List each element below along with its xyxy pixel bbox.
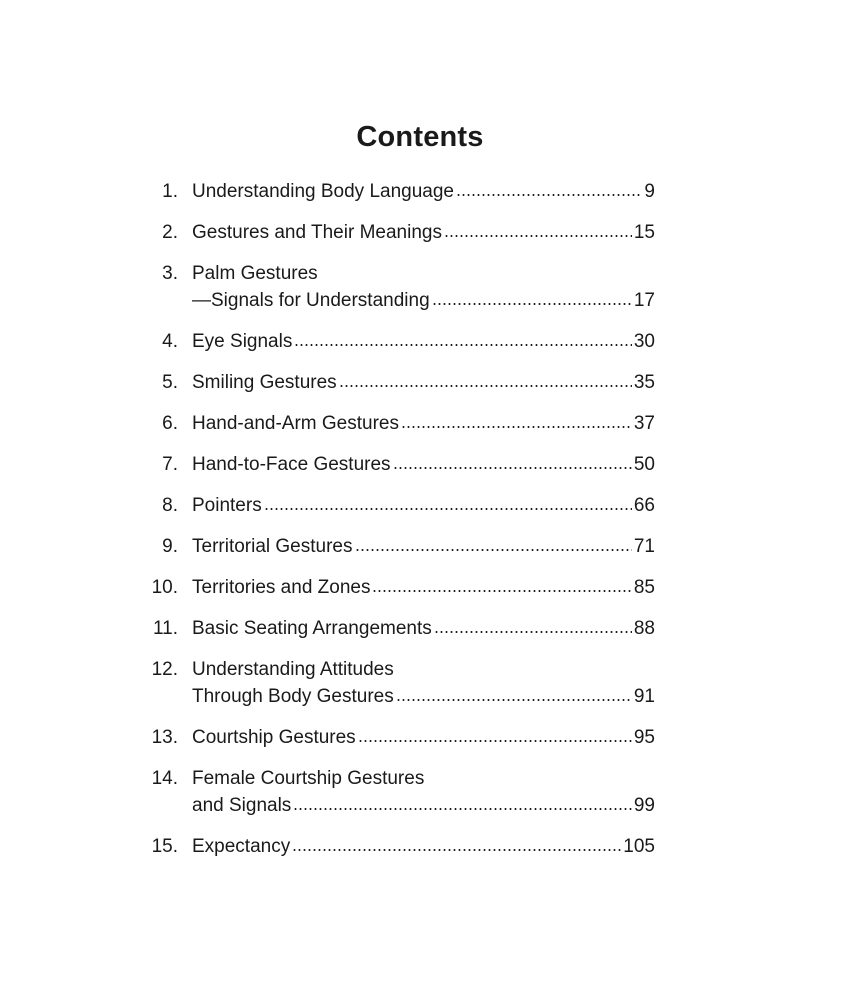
- dot-leader: [401, 425, 632, 429]
- chapter-number: 7.: [162, 454, 178, 475]
- chapter-title: Hand-and-Arm Gestures: [192, 413, 399, 434]
- chapter-number: 14.: [151, 768, 178, 789]
- page-number: 91: [633, 686, 655, 707]
- toc-entry-line: [145, 178, 655, 205]
- chapter-title: Gestures and Their Meanings: [192, 222, 442, 243]
- dot-leader: [434, 630, 632, 634]
- toc-entry-line: [145, 410, 655, 437]
- chapter-title: Basic Seating Arrangements: [192, 618, 432, 639]
- page-number: 50: [633, 454, 655, 475]
- chapter-title: —Signals for Understanding: [192, 290, 430, 311]
- toc-entry[interactable]: [145, 833, 655, 860]
- page-number: 66: [633, 495, 655, 516]
- toc-entry-line: [145, 574, 655, 601]
- toc-entry[interactable]: [145, 656, 655, 710]
- page-number: 85: [633, 577, 655, 598]
- toc-entry-line: [145, 792, 655, 819]
- chapter-number: 15.: [151, 836, 178, 857]
- chapter-title: Territories and Zones: [192, 577, 371, 598]
- dot-leader: [355, 548, 632, 552]
- toc-entry-line: [145, 219, 655, 246]
- chapter-title: Palm Gestures: [192, 263, 318, 284]
- toc-entry[interactable]: [145, 328, 655, 355]
- page-title: Contents: [356, 121, 484, 153]
- toc-entry[interactable]: [145, 260, 655, 314]
- toc-entry-line: [145, 369, 655, 396]
- toc-entry[interactable]: [145, 724, 655, 751]
- toc-entry[interactable]: [145, 615, 655, 642]
- toc-entry[interactable]: [145, 533, 655, 560]
- chapter-number: 8.: [162, 495, 178, 516]
- dot-leader: [294, 343, 632, 347]
- toc-entry-line: [145, 328, 655, 355]
- toc-entry-line: [145, 260, 655, 287]
- page-number: 17: [633, 290, 655, 311]
- toc-entry[interactable]: [145, 219, 655, 246]
- toc-entry-line: [145, 656, 655, 683]
- chapter-number: 10.: [151, 577, 178, 598]
- dot-leader: [339, 384, 632, 388]
- dot-leader: [444, 234, 632, 238]
- chapter-title: Expectancy: [192, 836, 291, 857]
- toc-entry[interactable]: [145, 410, 655, 437]
- chapter-number: 12.: [151, 659, 178, 680]
- chapter-number: 6.: [162, 413, 178, 434]
- chapter-title: Through Body Gestures: [192, 686, 394, 707]
- chapter-title: Smiling Gestures: [192, 372, 337, 393]
- page-number: 35: [633, 372, 655, 393]
- page-number: 9: [644, 181, 655, 202]
- toc-entry-line: [145, 451, 655, 478]
- toc-entry[interactable]: [145, 178, 655, 205]
- chapter-title: and Signals: [192, 795, 292, 816]
- chapter-number: 13.: [151, 727, 178, 748]
- page-number: 30: [633, 331, 655, 352]
- page-number: 15: [633, 222, 655, 243]
- chapter-title: Courtship Gestures: [192, 727, 356, 748]
- dot-leader: [396, 698, 632, 702]
- chapter-title: Understanding Attitudes: [192, 659, 394, 680]
- dot-leader: [456, 193, 642, 197]
- page-number: 95: [633, 727, 655, 748]
- toc-entry-line: [145, 533, 655, 560]
- table-of-contents: [145, 178, 655, 874]
- dot-leader: [358, 739, 632, 743]
- page-number: 105: [623, 836, 655, 857]
- page-number: 71: [633, 536, 655, 557]
- chapter-title: Female Courtship Gestures: [192, 768, 425, 789]
- chapter-number: 3.: [162, 263, 178, 284]
- page-number: 88: [633, 618, 655, 639]
- toc-entry[interactable]: [145, 451, 655, 478]
- chapter-title: Hand-to-Face Gestures: [192, 454, 391, 475]
- dot-leader: [293, 807, 632, 811]
- chapter-number: 4.: [162, 331, 178, 352]
- chapter-number: 9.: [162, 536, 178, 557]
- dot-leader: [372, 589, 631, 593]
- dot-leader: [393, 466, 632, 470]
- chapter-number: 1.: [162, 181, 178, 202]
- page-number: 99: [633, 795, 655, 816]
- chapter-number: 2.: [162, 222, 178, 243]
- page-number: 37: [633, 413, 655, 434]
- toc-entry-line: [145, 765, 655, 792]
- toc-entry[interactable]: [145, 369, 655, 396]
- dot-leader: [432, 302, 632, 306]
- dot-leader: [264, 507, 632, 511]
- chapter-number: 5.: [162, 372, 178, 393]
- toc-entry-line: [145, 833, 655, 860]
- chapter-title: Eye Signals: [192, 331, 293, 352]
- toc-entry-line: [145, 492, 655, 519]
- toc-entry-line: [145, 287, 655, 314]
- chapter-title: Territorial Gestures: [192, 536, 353, 557]
- dot-leader: [292, 848, 621, 852]
- chapter-title: Pointers: [192, 495, 262, 516]
- toc-entry[interactable]: [145, 765, 655, 819]
- toc-entry-line: [145, 615, 655, 642]
- toc-entry-line: [145, 724, 655, 751]
- toc-entry[interactable]: [145, 492, 655, 519]
- toc-entry[interactable]: [145, 574, 655, 601]
- chapter-number: 11.: [152, 618, 178, 639]
- chapter-title: Understanding Body Language: [192, 181, 454, 202]
- toc-entry-line: [145, 683, 655, 710]
